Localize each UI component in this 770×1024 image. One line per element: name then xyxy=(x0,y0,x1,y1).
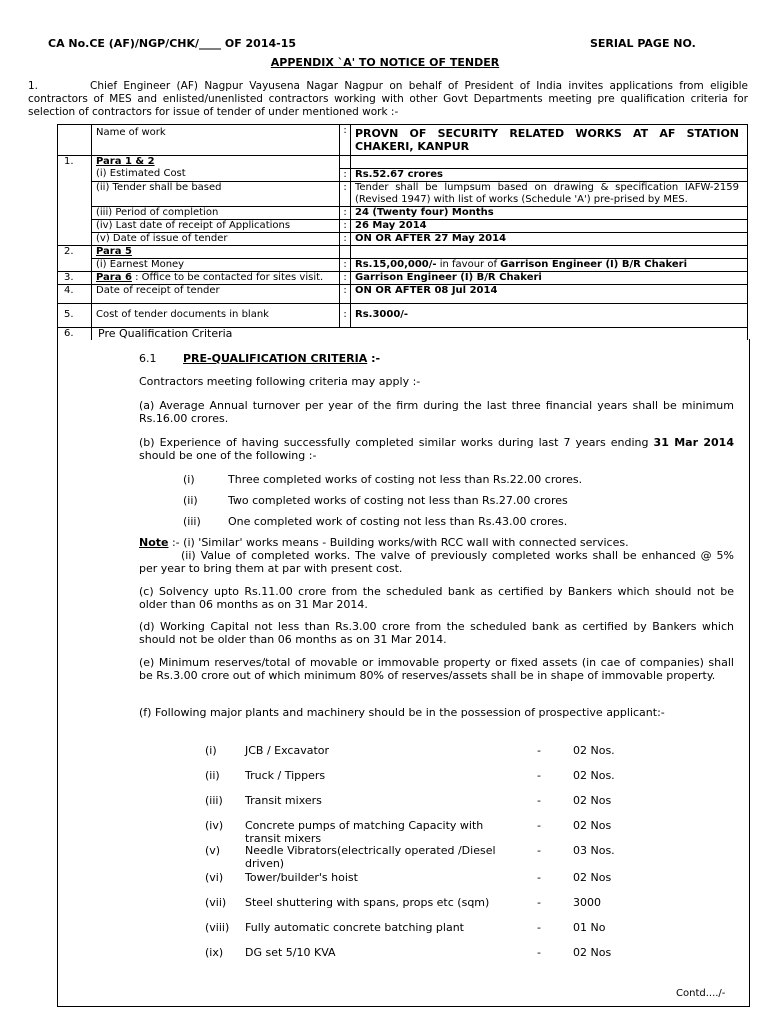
tender-receipt-value: ON OR AFTER 08 Jul 2014 xyxy=(351,284,748,303)
earnest-money-label: (i) Earnest Money xyxy=(92,258,340,271)
criterion-b-ii-num: (ii) xyxy=(183,494,198,507)
criterion-b-iii-num: (iii) xyxy=(183,515,201,528)
name-of-work-value: PROVN OF SECURITY RELATED WORKS AT AF STATION CHAKERI, KANPUR xyxy=(351,125,748,156)
plant-name: Transit mixers xyxy=(245,794,322,807)
earnest-money-value xyxy=(351,258,748,271)
table-row xyxy=(58,303,748,327)
plant-name: Tower/builder's hoist xyxy=(245,871,358,884)
colon: : xyxy=(340,271,351,284)
criterion-b-i: Three completed works of costing not less than Rs.22.00 crores. xyxy=(228,473,583,486)
row-number: 6. xyxy=(58,327,92,340)
reference-number: CA No.CE (AF)/NGP/CHK/____ OF 2014-15 xyxy=(48,37,297,50)
issue-date-label: (v) Date of issue of tender xyxy=(92,232,340,245)
note-i-text: :- (i) 'Similar' works means - Building works/with RCC wall with connected services. xyxy=(168,536,629,549)
table-row xyxy=(58,284,748,303)
row-number: 4. xyxy=(58,284,92,303)
document-cost-label: Cost of tender documents in blank xyxy=(92,303,340,327)
colon: : xyxy=(340,168,351,181)
table-row xyxy=(58,327,748,340)
row-number: 3. xyxy=(58,271,92,284)
criterion-d: (d) Working Capital not less than Rs.3.00 crore from the scheduled bank as certified by Bankers which should not be older than 06 months as on 31 Mar 2014. xyxy=(139,620,734,646)
table-row xyxy=(58,206,748,219)
estimated-cost-label: (i) Estimated Cost xyxy=(92,168,340,181)
plant-quantity: 02 Nos. xyxy=(573,769,615,782)
site-office-text: : Office to be contacted for sites visit. xyxy=(131,271,324,283)
plant-name: Concrete pumps of matching Capacity with transit mixers xyxy=(245,819,484,845)
last-date-label: (iv) Last date of receipt of Applications xyxy=(92,219,340,232)
earnest-amount: Rs.15,00,000/- xyxy=(355,258,437,270)
table-row xyxy=(58,245,748,258)
plant-quantity: 03 Nos. xyxy=(573,844,615,857)
colon: : xyxy=(340,303,351,327)
para-label: Para 6 xyxy=(96,271,132,283)
plant-quantity: 02 Nos. xyxy=(573,744,615,757)
colon: : xyxy=(340,181,351,206)
table-row xyxy=(58,258,748,271)
period-value: 24 (Twenty four) Months xyxy=(351,206,748,219)
criterion-b-i-num: (i) xyxy=(183,473,195,486)
plant-number: (i) xyxy=(205,744,217,757)
plant-name: DG set 5/10 KVA xyxy=(245,946,336,959)
pq-section-title: PRE-QUALIFICATION CRITERIA xyxy=(183,352,368,365)
tender-basis-value: Tender shall be lumpsum based on drawing & specification IAFW-2159 (Revised 1947) with list of works (Schedule 'A') pre-prised by MES. xyxy=(351,181,748,206)
name-of-work-label: Name of work xyxy=(92,125,340,156)
estimated-cost-value: Rs.52.67 crores xyxy=(351,168,748,181)
note-i xyxy=(139,536,739,549)
pq-lead: Contractors meeting following criteria may apply :- xyxy=(139,375,421,388)
criterion-c: (c) Solvency upto Rs.11.00 crore from the scheduled bank as certified by Bankers which should not be older than 06 months as on 31 Mar 2014. xyxy=(139,585,734,611)
criterion-e: (e) Minimum reserves/total of movable or immovable property or fixed assets (in cae of companies) shall be Rs.3.00 crore out of which minimum 80% of reserves/assets shall be in shape of immovable property. xyxy=(139,656,734,682)
table-row xyxy=(58,219,748,232)
colon: : xyxy=(340,284,351,303)
colon: : xyxy=(340,206,351,219)
plant-dash: - xyxy=(537,769,541,782)
document-title: APPENDIX `A' TO NOTICE OF TENDER xyxy=(270,56,500,69)
issue-date-value: ON OR AFTER 27 May 2014 xyxy=(351,232,748,245)
table-row xyxy=(58,125,748,156)
plant-quantity: 02 Nos xyxy=(573,819,612,832)
table-row xyxy=(58,232,748,245)
plant-name: Needle Vibrators(electrically operated /Diesel driven) xyxy=(245,844,496,870)
pq-label: Pre Qualification Criteria xyxy=(92,327,748,340)
plant-name: Truck / Tippers xyxy=(245,769,326,782)
plant-dash: - xyxy=(537,794,541,807)
plant-dash: - xyxy=(537,871,541,884)
earnest-payee: Garrison Engineer (I) B/R Chakeri xyxy=(500,258,688,270)
criterion-b-tail: should be one of the following :- xyxy=(139,449,317,462)
tender-receipt-label: Date of receipt of tender xyxy=(92,284,340,303)
plant-number: (vii) xyxy=(205,896,227,909)
criterion-b-date: 31 Mar 2014 xyxy=(653,436,734,449)
pq-section-heading xyxy=(183,352,380,365)
plant-dash: - xyxy=(537,819,541,832)
plant-name: JCB / Excavator xyxy=(245,744,330,757)
plant-number: (vi) xyxy=(205,871,224,884)
plant-quantity: 02 Nos xyxy=(573,794,612,807)
plant-number: (iii) xyxy=(205,794,223,807)
plant-quantity: 3000 xyxy=(573,896,601,909)
criterion-a: (a) Average Annual turnover per year of the firm during the last three financial years shall be minimum Rs.16.00 crores. xyxy=(139,399,734,425)
note-label: Note xyxy=(139,536,169,549)
row-number: 2. xyxy=(58,245,92,258)
criterion-b-text: (b) Experience of having successfully completed similar works during last 7 years ending xyxy=(139,436,654,449)
colon: : xyxy=(340,232,351,245)
table-row xyxy=(58,168,748,181)
intro-number: 1. xyxy=(28,80,39,92)
colon: : xyxy=(340,125,351,156)
document-cost-value: Rs.3000/- xyxy=(351,303,748,327)
plant-number: (v) xyxy=(205,844,221,857)
plant-number: (viii) xyxy=(205,921,230,934)
intro-paragraph: Chief Engineer (AF) Nagpur Vayusena Nagar Nagpur on behalf of President of India invites applications from eligible contractors of MES and enlisted/unenlisted contractors working with other Govt Departments meeting pre qualification criteria for selection of contractors for issue of tender of under mentioned work :- xyxy=(28,80,748,118)
serial-page-label: SERIAL PAGE NO. xyxy=(590,37,696,50)
criterion-f: (f) Following major plants and machinery should be in the possession of prospective applicant:- xyxy=(139,706,665,719)
tender-details-table xyxy=(57,124,748,340)
table-row xyxy=(58,156,748,169)
plant-quantity: 02 Nos xyxy=(573,871,612,884)
plant-quantity: 02 Nos xyxy=(573,946,612,959)
criterion-b-iii: One completed work of costing not less than Rs.43.00 crores. xyxy=(228,515,568,528)
period-label: (iii) Period of completion xyxy=(92,206,340,219)
row-number: 1. xyxy=(58,156,92,169)
pq-section-number: 6.1 xyxy=(139,352,157,365)
plant-dash: - xyxy=(537,896,541,909)
plant-dash: - xyxy=(537,946,541,959)
site-office-value: Garrison Engineer (I) B/R Chakeri xyxy=(351,271,748,284)
plant-name: Fully automatic concrete batching plant xyxy=(245,921,464,934)
earnest-connector: in favour of xyxy=(436,258,501,270)
row-number: 5. xyxy=(58,303,92,327)
para-label: Para 5 xyxy=(92,245,340,258)
colon: : xyxy=(340,258,351,271)
plant-number: (iv) xyxy=(205,819,224,832)
table-row xyxy=(58,271,748,284)
colon: : xyxy=(340,219,351,232)
plant-name: Steel shuttering with spans, props etc (sqm) xyxy=(245,896,490,909)
plant-number: (ix) xyxy=(205,946,224,959)
table-row xyxy=(58,181,748,206)
plant-dash: - xyxy=(537,921,541,934)
criterion-b xyxy=(139,436,734,462)
pq-section-tail: :- xyxy=(367,352,381,365)
plant-dash: - xyxy=(537,744,541,757)
tender-basis-label: (ii) Tender shall be based xyxy=(92,181,340,206)
plant-dash: - xyxy=(537,844,541,857)
plant-number: (ii) xyxy=(205,769,220,782)
plant-quantity: 01 No xyxy=(573,921,606,934)
last-date-value: 26 May 2014 xyxy=(351,219,748,232)
note-ii: (ii) Value of completed works. The valve of previously completed works shall be enhanced @ 5% per year to bring them at par with present cost. xyxy=(139,549,734,575)
para-label: Para 1 & 2 xyxy=(92,156,340,169)
site-office-label xyxy=(92,271,340,284)
criterion-b-ii: Two completed works of costing not less than Rs.27.00 crores xyxy=(228,494,568,507)
continued-label: Contd..../- xyxy=(676,988,726,999)
